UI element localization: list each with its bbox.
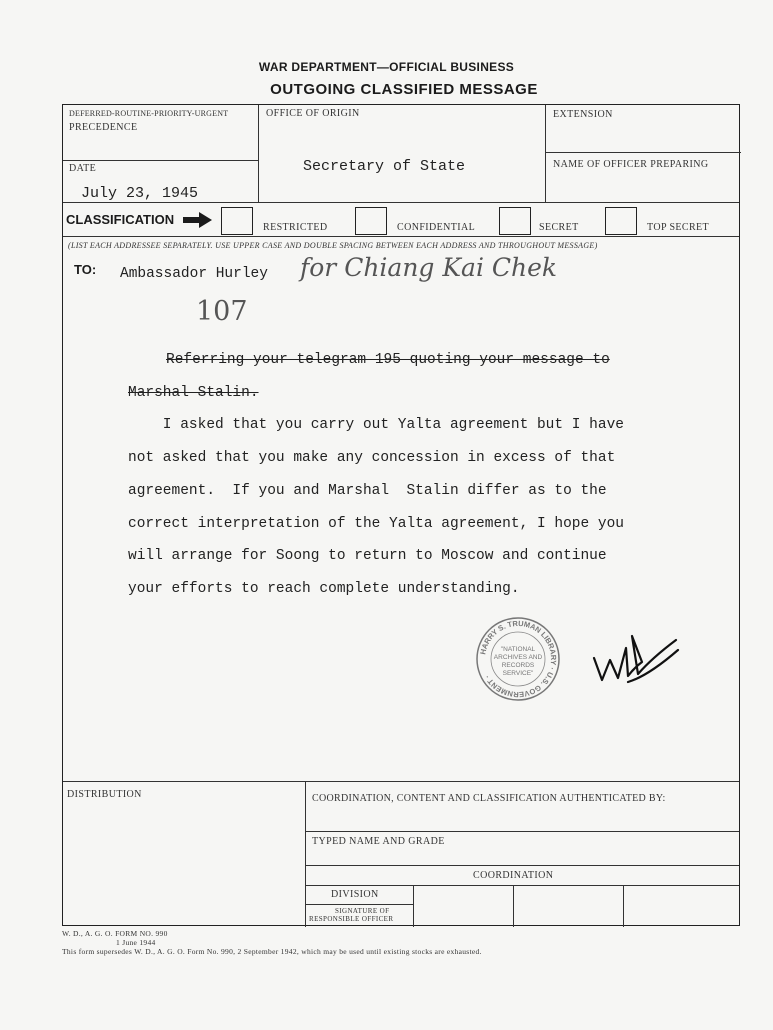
header-department: WAR DEPARTMENT—OFFICIAL BUSINESS <box>258 60 515 74</box>
handwritten-number: 107 <box>196 296 248 327</box>
divider <box>413 885 414 927</box>
signature-label: RESPONSIBLE OFFICER <box>309 915 394 923</box>
confidential-label: CONFIDENTIAL <box>397 222 476 233</box>
divider <box>63 160 258 161</box>
divider <box>305 865 739 866</box>
restricted-label: RESTRICTED <box>263 222 328 233</box>
office-of-origin-label: OFFICE OF ORIGIN <box>266 108 360 119</box>
divider <box>623 885 624 927</box>
top-secret-label: TOP SECRET <box>647 222 710 233</box>
message-line: I asked that you carry out Yalta agreement but I have <box>128 417 624 434</box>
divider <box>305 885 739 886</box>
date-label: DATE <box>69 163 97 174</box>
authenticated-by-label: COORDINATION, CONTENT AND CLASSIFICATION AUTHENTICATED BY: <box>312 793 666 804</box>
office-of-origin-value: Secretary of State <box>303 158 466 175</box>
top-secret-checkbox[interactable] <box>605 207 637 235</box>
typed-name-label: TYPED NAME AND GRADE <box>312 836 445 847</box>
divider <box>63 236 739 237</box>
confidential-checkbox[interactable] <box>355 207 387 235</box>
struck-text: Marshal Stalin. <box>128 384 259 401</box>
struck-text: Referring your telegram 195 quoting your message to <box>166 352 610 368</box>
handwritten-recipient: for Chiang Kai Chek <box>300 253 558 282</box>
divider <box>305 831 739 832</box>
stamp-ring-text: HARRY S. TRUMAN LIBRARY · U.S. GOVERNMENT · <box>478 618 559 700</box>
message-line: not asked that you make any concession in excess of that <box>128 450 616 467</box>
to-label: TO: <box>74 262 97 277</box>
divider <box>513 885 514 927</box>
message-line: will arrange for Soong to return to Moscow and continue <box>128 548 607 565</box>
restricted-checkbox[interactable] <box>221 207 253 235</box>
stamp-text: ARCHIVES AND <box>493 654 543 661</box>
stamp-text: "NATIONAL <box>500 646 536 653</box>
divider <box>305 904 413 905</box>
coordination-label: COORDINATION <box>473 870 554 881</box>
header-title: OUTGOING CLASSIFIED MESSAGE <box>270 81 538 98</box>
distribution-label: DISTRIBUTION <box>67 789 142 800</box>
message-body <box>128 344 708 606</box>
message-line: your efforts to reach complete understanding. <box>128 580 520 597</box>
date-value: July 23, 1945 <box>81 185 199 202</box>
classification-label: CLASSIFICATION <box>66 212 175 227</box>
divider <box>545 105 546 202</box>
stamp-text: RECORDS <box>501 662 535 669</box>
divider <box>63 202 739 203</box>
precedence-label: PRECEDENCE <box>69 122 138 133</box>
division-label: DIVISION <box>331 889 379 900</box>
message-line: agreement. If you and Marshal Stalin differ as to the <box>128 482 607 499</box>
precedence-options: DEFERRED-ROUTINE-PRIORITY-URGENT <box>69 109 229 118</box>
secret-checkbox[interactable] <box>499 207 531 235</box>
secret-label: SECRET <box>539 222 579 233</box>
signature-label: SIGNATURE OF <box>335 907 390 915</box>
divider <box>63 781 739 782</box>
signature-initials <box>588 618 684 692</box>
stamp-text: SERVICE" <box>502 670 534 677</box>
divider <box>258 105 259 202</box>
form-number: W. D., A. G. O. FORM NO. 990 <box>62 929 168 938</box>
message-line: correct interpretation of the Yalta agreement, I hope you <box>128 515 624 532</box>
arrow-right-icon <box>183 211 213 229</box>
form-supersedes-note: This form supersedes W. D., A. G. O. Form No. 990, 2 September 1942, which may be used until existing stocks are exhausted. <box>62 947 482 956</box>
to-addressee: Ambassador Hurley <box>120 266 268 282</box>
divider <box>545 152 741 153</box>
form-date: 1 June 1944 <box>116 938 156 947</box>
officer-preparing-label: NAME OF OFFICER PREPARING <box>553 159 709 170</box>
addressee-instruction: (LIST EACH ADDRESSEE SEPARATELY. USE UPPER CASE AND DOUBLE SPACING BETWEEN EACH ADDRESS AND THROUGHOUT MESSAGE) <box>68 241 598 250</box>
extension-label: EXTENSION <box>553 109 613 120</box>
archives-stamp <box>474 615 562 703</box>
